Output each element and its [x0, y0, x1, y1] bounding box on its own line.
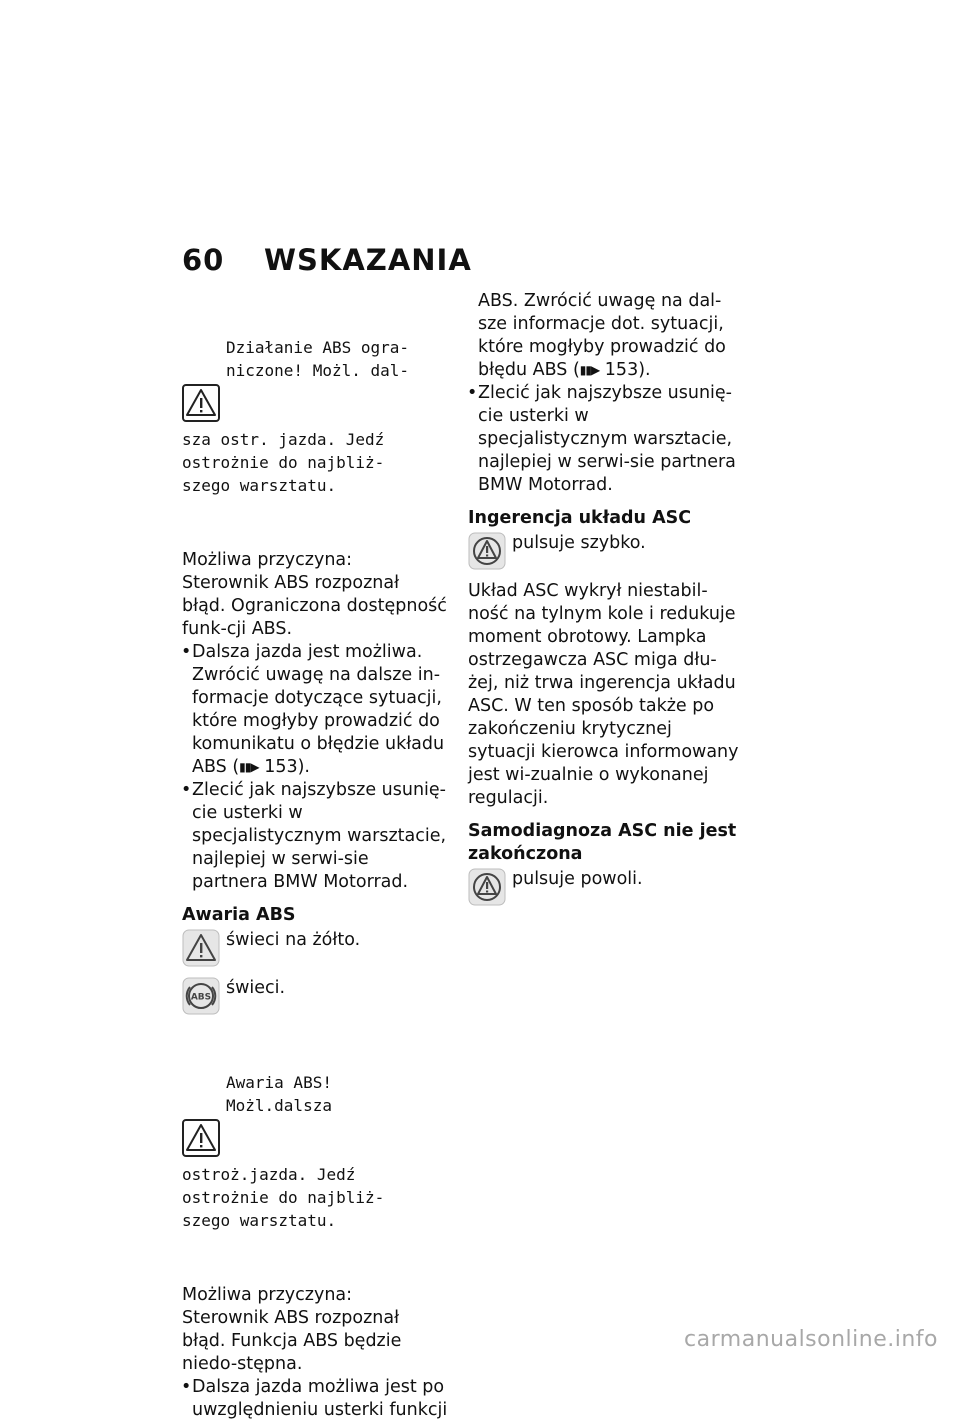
continued-text: ABS. Zwrócić uwagę na dal-sze informacje dot. sytuacji, które mogłyby prowadzić do błędu ABS (▮▮▶ 153). — [478, 291, 726, 380]
abs-lamp-icon — [182, 977, 220, 1015]
asc-lamp-icon — [468, 532, 506, 570]
right-column — [468, 290, 740, 916]
indicator-description: pulsuje powoli. — [512, 869, 643, 889]
possible-cause-text: Możliwa przyczyna: Sterownik ABS rozpoznał błąd. Funkcja ABS będzie niedo-stępna. — [182, 1285, 402, 1374]
message-line: Działanie ABS ogra- — [226, 338, 410, 357]
indicator-asc — [468, 532, 740, 570]
indicator-description: świeci na żółto. — [226, 930, 361, 950]
message-rest: sza ostr. jazda. Jedź ostrożnie do najbliż- szego warsztatu. — [182, 430, 385, 495]
page-title: WSKAZANIA — [264, 243, 472, 277]
indicator-description: świeci. — [226, 978, 286, 998]
display-message-abs-limited — [182, 290, 448, 543]
page-reference[interactable]: (▮▮▶ 153). — [232, 757, 310, 777]
list-item: • Zlecić jak najszybsze usunię-cie usterki w specjalistycznym warsztacie, najlepiej w serwi-sie partnera BMW Motorrad. — [468, 382, 740, 497]
arrow-right-icon: ▮▮▶ — [579, 363, 600, 377]
message-line: Możl.dalsza — [226, 1096, 332, 1115]
warning-lamp-icon — [182, 929, 220, 967]
list-item: • Dalsza jazda możliwa jest po uwzględnieniu usterki funkcji — [182, 1376, 448, 1422]
left-column — [182, 290, 448, 1422]
asc-description-text: Układ ASC wykrył niestabil-ność na tylnym kole i redukuje moment obrotowy. Lampka ostrzegawcza ASC miga dłu-żej, niż trwa ingerencja układu ASC. W ten sposób także po zakończeniu krytycznej sytuacji kierowca informowany jest wi-zualnie o wykonanej regulacji. — [468, 581, 739, 808]
section-heading-asc-diagnosis: Samodiagnoza ASC nie jest zakończona — [468, 821, 737, 864]
bullet-list — [182, 641, 448, 894]
indicator-description: pulsuje szybko. — [512, 533, 646, 553]
message-rest: ostroż.jazda. Jedź ostrożnie do najbliż- szego warsztatu. — [182, 1165, 385, 1230]
indicator-asc — [468, 868, 740, 906]
section-heading-asc-intervention: Ingerencja układu ASC — [468, 508, 692, 528]
page-header — [182, 240, 472, 280]
warning-triangle-icon — [182, 1073, 220, 1111]
indicator-general-warning — [182, 929, 448, 967]
display-message-abs-failure — [182, 1025, 448, 1278]
page-reference[interactable]: ▮▮▶ 153). — [579, 360, 651, 380]
warning-triangle-icon — [182, 338, 220, 376]
asc-lamp-icon — [468, 868, 506, 906]
message-line: niczone! Możl. dal- — [226, 361, 410, 380]
bullet-list — [468, 382, 740, 497]
indicator-abs — [182, 977, 448, 1015]
possible-cause-text: Możliwa przyczyna: Sterownik ABS rozpoznał błąd. Ograniczona dostępność funk-cji ABS. — [182, 550, 447, 639]
svg-text:ABS: ABS — [190, 992, 212, 1003]
watermark: carmanualsonline.info — [684, 1327, 938, 1352]
arrow-right-icon: ▮▮▶ — [239, 760, 259, 774]
page-number: 60 — [182, 243, 225, 277]
list-item: • Zlecić jak najszybsze usunię-cie usterki w specjalistycznym warsztacie, najlepiej w serwi-sie partnera BMW Motorrad. — [182, 779, 448, 894]
message-line: Awaria ABS! — [226, 1073, 332, 1092]
bullet-list — [182, 1376, 448, 1422]
section-heading-abs-failure: Awaria ABS — [182, 905, 296, 925]
list-item: • Dalsza jazda jest możliwa. Zwrócić uwagę na dalsze in-formacje dotyczące sytuacji, które mogłyby prowadzić do komunikatu o błędzie układu ABS (▮▮▶ 153). — [182, 641, 448, 779]
